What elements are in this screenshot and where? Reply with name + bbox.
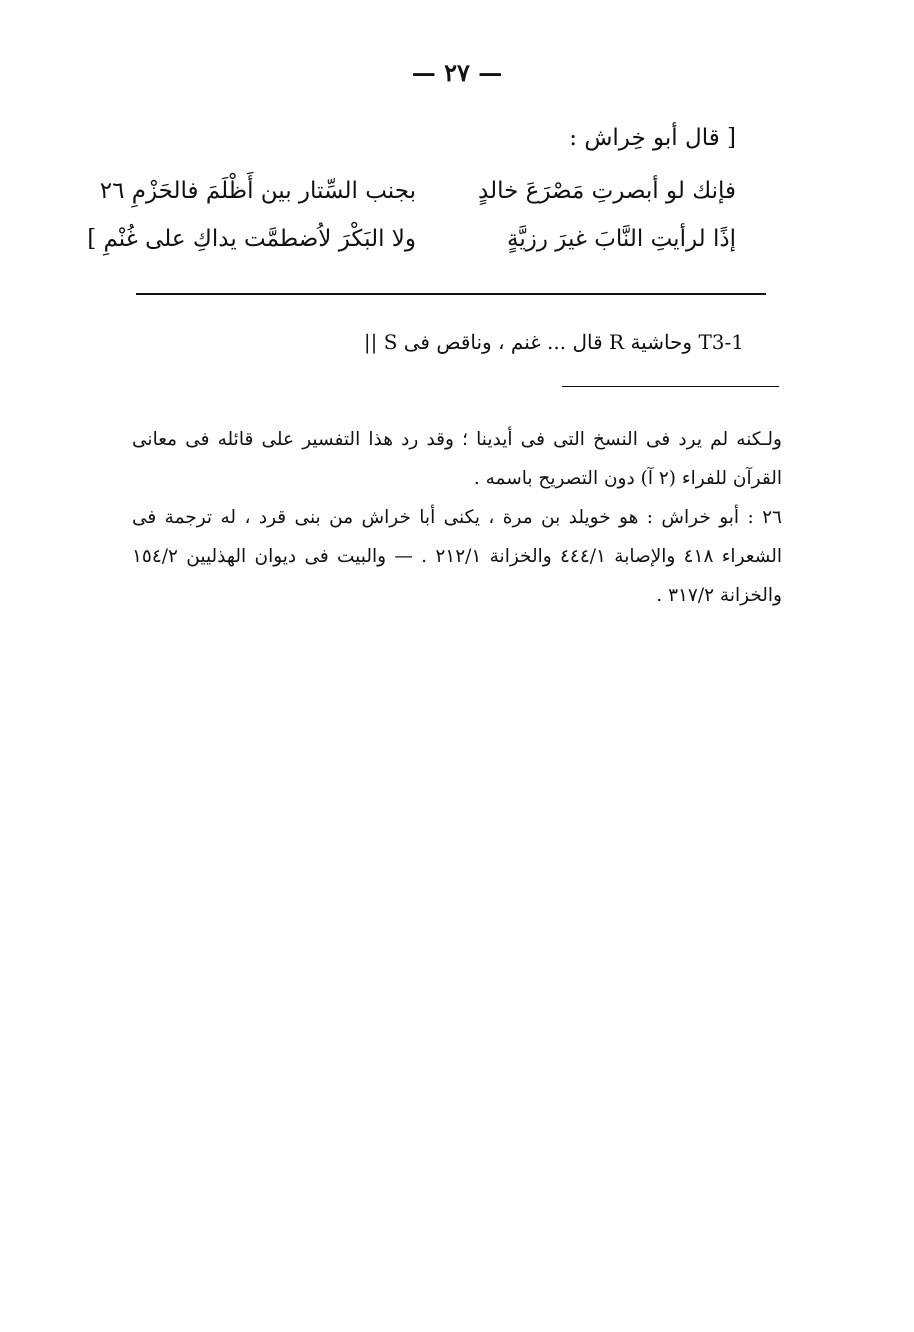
verse-second-hemistich: بجنب السِّتار بين أَظْلَمَ فالحَزْمِ ٢٦ (99, 178, 416, 204)
footnote-continuation: ولـكنه لم يرد فى النسخ التى فى أيدينا ؛ وقد رد هذا التفسير على قائله فى معانى القرآن للفراء (٢ آ) دون التصريح باسمه . (132, 429, 782, 489)
verse-line (99, 178, 736, 218)
verse-line (87, 226, 736, 266)
page-number: — ٢٧ — (411, 58, 503, 87)
poem-intro: [ قال أبو خِراش : (569, 125, 736, 151)
footnote-26: ٢٦ : أبو خراش : هو خويلد بن مرة ، يكنى أبا خراش من بنى قرد ، له ترجمة فى الشعراء ٤١٨ والإصابة ٤٤٤/١ والخزانة ٢١٢/١ . — والبيت فى ديوان الهذليين ١٥٤/٢ والخزانة ٣١٧/٢ . (132, 507, 782, 606)
footnotes (132, 420, 782, 615)
footnote-divider (562, 386, 779, 387)
verse-first-hemistich: فإنك لو أبصرتِ مَصْرَعَ خالدٍ (478, 178, 736, 204)
critical-apparatus: T3-1 وحاشية R قال ... غنم ، وناقص فى S || (363, 330, 744, 354)
section-divider (136, 293, 766, 295)
verse-second-hemistich: ولا البَكْرَ لاُضطمَّت يداكِ على غُنْمِ ] (87, 226, 416, 252)
verse-first-hemistich: إذًا لرأيتِ النَّابَ غيرَ رزيَّةٍ (507, 226, 736, 252)
